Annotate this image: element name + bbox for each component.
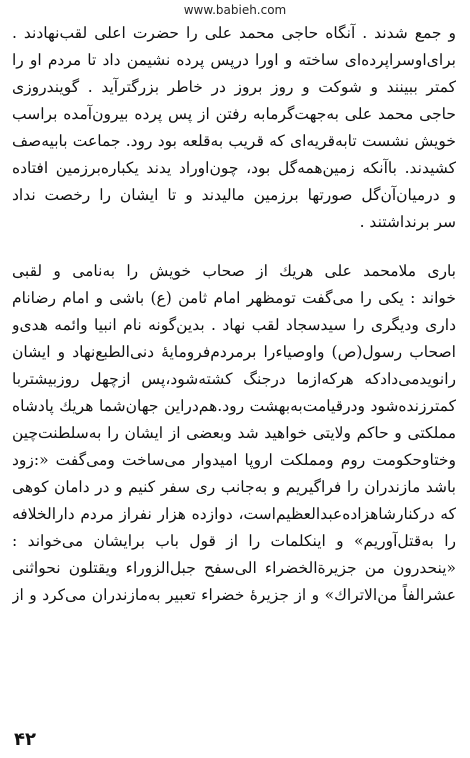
text-line: خواند : یکی را می‌گفت تومظهر امام ثامن (ع) باشی و امام رضانام <box>12 289 456 307</box>
text-line: سر برنداشتند . <box>359 213 456 231</box>
text-line: باری ملامحمد علی هریك از صحاب خویش را به‌نامی و لقبی <box>12 262 456 280</box>
text-line: «ینحدرون من جزیرة‌الخضراء الی‌سفح جبل‌الزوراء ویقتلون نحواثنی <box>12 559 456 577</box>
text-line: کمترزنده‌شود ودرقیامت‌به‌بهشت رود.هم‌دراین جهان‌شما هریك پادشاه <box>12 397 456 415</box>
text-line: و جمع شدند . آنگاه حاجی محمد علی را حضرت اعلی لقب‌نهادند . <box>12 24 456 42</box>
text-line: وختاوحکومت روم ومملکت اروپا امیدوار می‌ساخت ومی‌گفت «:زود <box>12 451 456 469</box>
text-line: رانویدمی‌دادکه هرکه‌ازما درجنگ کشته‌شود،پس ازچهل روزبیشتربا <box>12 370 456 388</box>
text-line: را به‌قتل‌آوریم» و اینکلمات را از قول باب برایشان می‌خواند : <box>12 532 456 550</box>
paragraph-1 <box>12 20 456 236</box>
text-line: حاجی محمد علی به‌جهت‌گرمابه رفتن از پس پرده بیرون‌آمده براسب <box>12 105 456 123</box>
text-line: برای‌اوسراپرده‌ای ساخته و اورا درپس پرده نشیمن داد تا مردم او را <box>12 51 456 69</box>
text-line: مملکتی و حاکم ولایتی خواهید شد وبعضی از ایشان را به‌سلطنت‌چین <box>12 424 456 442</box>
page-number: ۴۲ <box>14 729 36 750</box>
text-line: که درکنارشاهزاده‌عبدالعظیم‌است، دوازده هزار نفراز مردم دارالخلافه <box>12 505 456 523</box>
page-body <box>12 20 456 609</box>
site-url: www.babieh.com <box>183 3 287 17</box>
text-line: کمتر ببینند و شوکت و روز بروز در خاطر بزرگترآید . گویندروزی <box>12 78 456 96</box>
text-line: کشیدند. باآنکه زمین‌همه‌گل بود، چون‌اوراد یدند یکباره‌برزمین افتاده <box>12 159 456 177</box>
paragraph-2 <box>12 258 456 609</box>
text-line: و درمیان‌آن‌گل صورتها برزمین مالیدند و تا ایشان را رخصت نداد <box>12 186 456 204</box>
text-line: عشرالفاً من‌الاتراك» و از جزیرۀ خضراء تعبیر به‌مازندران می‌کرد و از <box>12 586 456 604</box>
text-line: خویش نشست تابه‌قریه‌ای که قریب به‌قلعه بود رود. جماعت بابیه‌صف <box>12 132 456 150</box>
text-line: باشد مازندران را فراگیریم و به‌جانب ری سفر کنیم و در دامان کوهی <box>12 478 456 496</box>
text-line: اصحاب رسول(ص) واوصیاءرا برمردم‌فرومایۀ دنی‌الطبع‌نهاد و ایشان <box>12 343 456 361</box>
text-line: داری ودیگری را سیدسجاد لقب نهاد . بدین‌گونه نام انبیا وائمه هدی‌و <box>12 316 456 334</box>
